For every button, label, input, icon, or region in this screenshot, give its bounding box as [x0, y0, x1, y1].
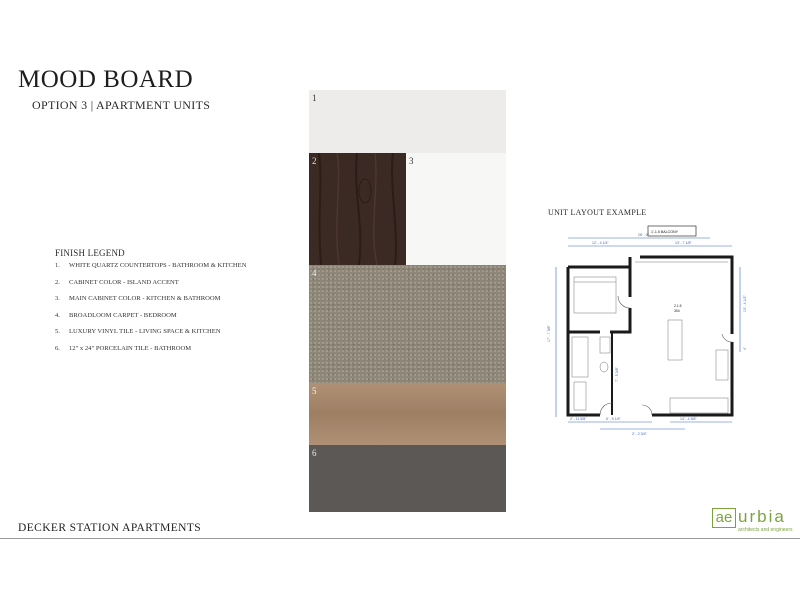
plan-title: UNIT LAYOUT EXAMPLE [548, 208, 647, 217]
swatch-number: 1 [312, 93, 317, 103]
swatch-number: 4 [312, 268, 317, 278]
room-tag: 2.1.5 [674, 304, 682, 308]
dim-right-a: 13' - 4 1/2" [743, 295, 747, 312]
dim-bottom-total: 2' - 2 3/4" [632, 432, 647, 436]
dim-inner: 7' - 5 3/8" [615, 367, 619, 382]
legend-title: FINISH LEGEND [55, 248, 125, 258]
swatch-number: 6 [312, 448, 317, 458]
legend-item-label: MAIN CABINET COLOR - KITCHEN & BATHROOM [69, 295, 221, 302]
legend-item [55, 295, 246, 312]
legend-item-label: BROADLOOM CARPET - BEDROOM [69, 311, 177, 319]
balcony-label: 1'-1.5 BALCONY [651, 230, 679, 234]
legend-item-label: WHITE QUARTZ COUNTERTOPS - BATHROOM & KITCHEN [69, 262, 247, 269]
legend-item [55, 262, 246, 279]
logo-ae-mark: ae [712, 508, 736, 528]
swatch-number: 2 [312, 156, 317, 166]
legend-item-number: 4. [55, 311, 60, 319]
fixtures [572, 262, 728, 413]
legend-list [55, 262, 246, 361]
dim-top-right: 13' - 7 1/8" [675, 241, 692, 245]
swatch-number: 5 [312, 386, 317, 396]
dim-bottom-a: 2' - 11 5/8" [570, 417, 587, 421]
logo-wordmark: urbia [738, 507, 786, 526]
unit-floor-plan [540, 222, 750, 442]
dim-bottom-b: 5' - 5 1/4" [606, 417, 621, 421]
swatch-number: 3 [409, 156, 414, 166]
footer-divider [0, 538, 800, 539]
swatch-vinyl-plank [309, 383, 506, 445]
legend-item-number: 1. [55, 262, 60, 269]
legend-item-label: CABINET COLOR - ISLAND ACCENT [69, 278, 179, 286]
dim-top-total: 28' - 0" [638, 233, 649, 237]
legend-item [55, 312, 246, 329]
page-subtitle: OPTION 3 | APARTMENT UNITS [32, 98, 211, 112]
room-tag-sub: 304 [674, 309, 680, 313]
legend-item [55, 345, 246, 362]
swatch-carpet [309, 265, 506, 383]
legend-item [55, 328, 246, 345]
door-swings [600, 296, 732, 415]
swatch-porcelain-tile [309, 445, 506, 512]
legend-item-number: 3. [55, 295, 60, 302]
wood-grain-texture [309, 153, 406, 265]
legend-item-label: 12" x 24" PORCELAIN TILE - BATHROOM [69, 344, 192, 352]
legend-item-label: LUXURY VINYL TILE - LIVING SPACE & KITCHEN [69, 328, 221, 335]
dim-right-b: 4' [743, 347, 747, 350]
dim-top-left: 12' - 4 1/4" [592, 241, 609, 245]
dim-bottom-c: 14' - 4 5/8" [680, 417, 697, 421]
walls [568, 257, 732, 415]
page-title: MOOD BOARD [18, 66, 194, 93]
finish-legend [55, 248, 246, 361]
legend-item-number: 5. [55, 328, 60, 335]
logo-tagline: architects and engineers [738, 527, 793, 533]
legend-item-number: 2. [55, 278, 60, 286]
swatch-dark-wood [309, 153, 406, 265]
legend-item [55, 279, 246, 296]
dim-left: 17' - 7 3/8" [547, 325, 551, 342]
swatch-white-cabinet [406, 153, 506, 265]
swatch-white-quartz [309, 90, 506, 153]
legend-item-number: 6. [55, 344, 60, 352]
project-name: DECKER STATION APARTMENTS [18, 522, 202, 534]
